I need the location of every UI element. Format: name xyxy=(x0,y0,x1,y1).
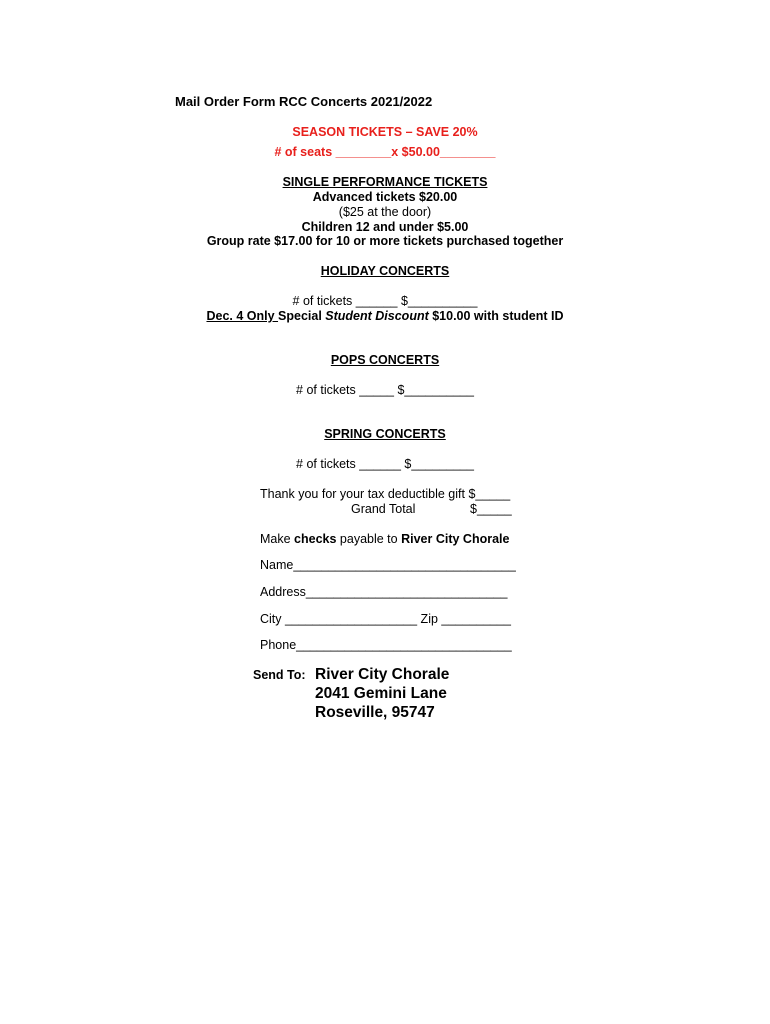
name-field[interactable]: Name________________________________ xyxy=(260,558,516,572)
holiday-tickets-line: # of tickets ______ $__________ xyxy=(292,294,478,308)
checks-middle: payable to xyxy=(336,532,402,546)
discount-date: Dec. 4 Only xyxy=(206,309,279,323)
address-field[interactable]: Address_____________________________ xyxy=(260,585,508,599)
gift-line: Thank you for your tax deductible gift $_____ xyxy=(260,487,511,501)
discount-rest: $10.00 with student ID xyxy=(428,309,564,323)
spring-tickets-line: # of tickets ______ $_________ xyxy=(296,457,474,471)
form-title: Mail Order Form RCC Concerts 2021/2022 xyxy=(175,94,433,109)
pops-concerts-heading: POPS CONCERTS xyxy=(330,353,440,367)
discount-student: Student Discount xyxy=(325,309,429,323)
send-address-line3: Roseville, 95747 xyxy=(315,704,435,721)
phone-field[interactable]: Phone_______________________________ xyxy=(260,638,512,652)
children-price: Children 12 and under $5.00 xyxy=(301,220,469,234)
city-zip-field[interactable]: City ___________________ Zip __________ xyxy=(260,612,511,626)
checks-payee: River City Chorale xyxy=(401,532,510,546)
grand-total-blank: $_____ xyxy=(470,502,512,516)
checks-word: checks xyxy=(294,532,337,546)
checks-payable-line xyxy=(260,532,509,547)
advanced-tickets-price: Advanced tickets $20.00 xyxy=(312,190,458,204)
pops-tickets-line: # of tickets _____ $__________ xyxy=(296,383,474,397)
checks-prefix: Make xyxy=(260,532,295,546)
single-performance-heading: SINGLE PERFORMANCE TICKETS xyxy=(282,175,488,189)
discount-special: Special xyxy=(278,309,326,323)
group-rate: Group rate $17.00 for 10 or more tickets purchased together xyxy=(206,234,564,248)
spring-concerts-heading: SPRING CONCERTS xyxy=(324,427,446,441)
send-address-line2: 2041 Gemini Lane xyxy=(315,685,447,702)
grand-total-label: Grand Total xyxy=(351,502,416,516)
season-tickets-line: # of seats ________x $50.00________ xyxy=(274,145,496,159)
send-to-label: Send To: xyxy=(253,668,306,682)
door-price: ($25 at the door) xyxy=(338,205,432,219)
send-address-line1: River City Chorale xyxy=(315,666,450,683)
holiday-concerts-heading: HOLIDAY CONCERTS xyxy=(320,264,450,278)
season-tickets-heading: SEASON TICKETS – SAVE 20% xyxy=(292,125,478,139)
student-discount-line xyxy=(0,309,770,324)
